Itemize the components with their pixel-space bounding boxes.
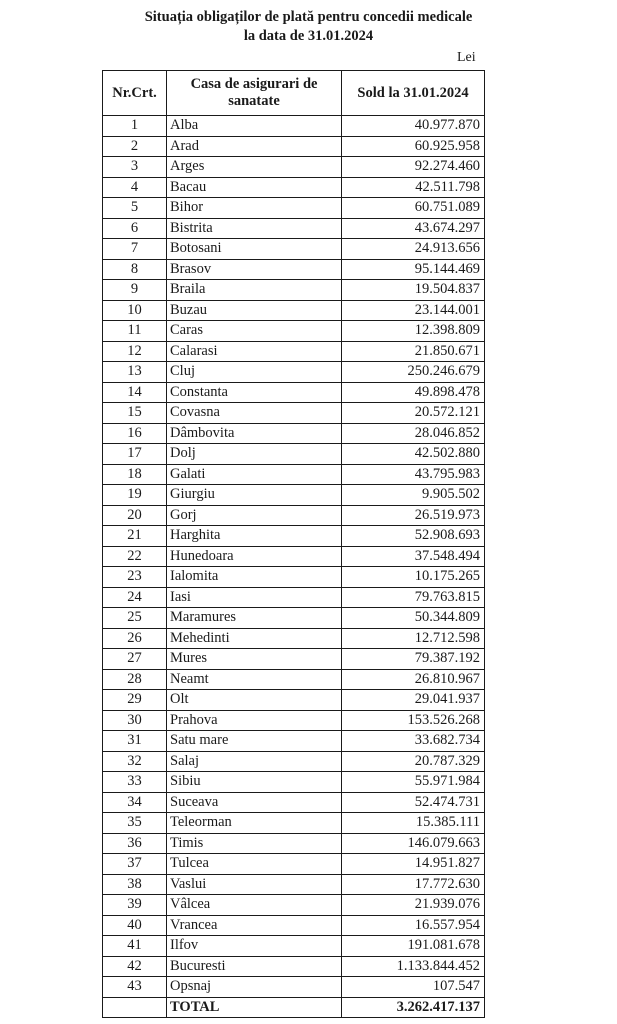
row-number: 30 bbox=[103, 710, 167, 731]
row-sold-value: 23.144.001 bbox=[342, 300, 485, 321]
row-number: 14 bbox=[103, 382, 167, 403]
table-row bbox=[103, 649, 485, 670]
row-casa-name: Ilfov bbox=[167, 936, 342, 957]
row-casa-name: Gorj bbox=[167, 505, 342, 526]
row-sold-value: 60.925.958 bbox=[342, 136, 485, 157]
table-row bbox=[103, 915, 485, 936]
row-sold-value: 17.772.630 bbox=[342, 874, 485, 895]
table-row bbox=[103, 177, 485, 198]
currency-label: Lei bbox=[457, 50, 476, 65]
row-sold-value: 95.144.469 bbox=[342, 259, 485, 280]
header-casa-asigurari: Casa de asigurari de sanatate bbox=[167, 71, 342, 116]
row-sold-value: 146.079.663 bbox=[342, 833, 485, 854]
table-row bbox=[103, 567, 485, 588]
row-sold-value: 43.795.983 bbox=[342, 464, 485, 485]
row-sold-value: 55.971.984 bbox=[342, 772, 485, 793]
row-number: 9 bbox=[103, 280, 167, 301]
table-row bbox=[103, 362, 485, 383]
row-casa-name: Timis bbox=[167, 833, 342, 854]
row-sold-value: 42.502.880 bbox=[342, 444, 485, 465]
table-row bbox=[103, 792, 485, 813]
row-casa-name: Harghita bbox=[167, 526, 342, 547]
row-casa-name: Caras bbox=[167, 321, 342, 342]
row-sold-value: 250.246.679 bbox=[342, 362, 485, 383]
row-number: 29 bbox=[103, 690, 167, 711]
total-value: 3.262.417.137 bbox=[342, 997, 485, 1018]
row-sold-value: 12.712.598 bbox=[342, 628, 485, 649]
row-sold-value: 14.951.827 bbox=[342, 854, 485, 875]
row-casa-name: Tulcea bbox=[167, 854, 342, 875]
row-sold-value: 40.977.870 bbox=[342, 116, 485, 137]
table-row bbox=[103, 136, 485, 157]
row-number: 43 bbox=[103, 977, 167, 998]
row-casa-name: Teleorman bbox=[167, 813, 342, 834]
row-sold-value: 24.913.656 bbox=[342, 239, 485, 260]
row-casa-name: Bihor bbox=[167, 198, 342, 219]
table-row bbox=[103, 321, 485, 342]
row-casa-name: Satu mare bbox=[167, 731, 342, 752]
row-number: 4 bbox=[103, 177, 167, 198]
row-casa-name: Olt bbox=[167, 690, 342, 711]
row-casa-name: Opsnaj bbox=[167, 977, 342, 998]
row-number: 34 bbox=[103, 792, 167, 813]
row-sold-value: 33.682.734 bbox=[342, 731, 485, 752]
row-number: 28 bbox=[103, 669, 167, 690]
row-sold-value: 92.274.460 bbox=[342, 157, 485, 178]
table-row bbox=[103, 341, 485, 362]
table-row bbox=[103, 772, 485, 793]
row-casa-name: Alba bbox=[167, 116, 342, 137]
row-sold-value: 26.810.967 bbox=[342, 669, 485, 690]
table-row bbox=[103, 423, 485, 444]
row-casa-name: Giurgiu bbox=[167, 485, 342, 506]
row-number: 27 bbox=[103, 649, 167, 670]
row-sold-value: 28.046.852 bbox=[342, 423, 485, 444]
row-sold-value: 9.905.502 bbox=[342, 485, 485, 506]
total-row-empty-cell bbox=[103, 997, 167, 1018]
row-number: 39 bbox=[103, 895, 167, 916]
row-casa-name: Hunedoara bbox=[167, 546, 342, 567]
table-row bbox=[103, 116, 485, 137]
row-sold-value: 79.387.192 bbox=[342, 649, 485, 670]
row-sold-value: 43.674.297 bbox=[342, 218, 485, 239]
row-sold-value: 20.787.329 bbox=[342, 751, 485, 772]
row-number: 40 bbox=[103, 915, 167, 936]
row-sold-value: 21.939.076 bbox=[342, 895, 485, 916]
row-casa-name: Cluj bbox=[167, 362, 342, 383]
table-row bbox=[103, 956, 485, 977]
row-number: 21 bbox=[103, 526, 167, 547]
row-casa-name: Dâmbovita bbox=[167, 423, 342, 444]
row-sold-value: 19.504.837 bbox=[342, 280, 485, 301]
row-casa-name: Bacau bbox=[167, 177, 342, 198]
row-casa-name: Dolj bbox=[167, 444, 342, 465]
row-number: 2 bbox=[103, 136, 167, 157]
row-casa-name: Calarasi bbox=[167, 341, 342, 362]
table-row bbox=[103, 505, 485, 526]
row-number: 41 bbox=[103, 936, 167, 957]
table-row bbox=[103, 300, 485, 321]
row-casa-name: Ialomita bbox=[167, 567, 342, 588]
table-row bbox=[103, 403, 485, 424]
table-row bbox=[103, 239, 485, 260]
row-number: 7 bbox=[103, 239, 167, 260]
row-sold-value: 191.081.678 bbox=[342, 936, 485, 957]
row-sold-value: 1.133.844.452 bbox=[342, 956, 485, 977]
row-number: 13 bbox=[103, 362, 167, 383]
table-row bbox=[103, 608, 485, 629]
row-casa-name: Sibiu bbox=[167, 772, 342, 793]
row-number: 24 bbox=[103, 587, 167, 608]
table-row bbox=[103, 874, 485, 895]
row-number: 31 bbox=[103, 731, 167, 752]
row-number: 36 bbox=[103, 833, 167, 854]
row-sold-value: 60.751.089 bbox=[342, 198, 485, 219]
row-casa-name: Covasna bbox=[167, 403, 342, 424]
table-header-row bbox=[103, 71, 485, 116]
row-sold-value: 50.344.809 bbox=[342, 608, 485, 629]
obligations-table bbox=[102, 70, 485, 1018]
table-body bbox=[103, 116, 485, 1018]
row-casa-name: Arad bbox=[167, 136, 342, 157]
table-row bbox=[103, 710, 485, 731]
row-number: 38 bbox=[103, 874, 167, 895]
row-sold-value: 20.572.121 bbox=[342, 403, 485, 424]
row-number: 5 bbox=[103, 198, 167, 219]
row-sold-value: 37.548.494 bbox=[342, 546, 485, 567]
row-number: 32 bbox=[103, 751, 167, 772]
row-casa-name: Constanta bbox=[167, 382, 342, 403]
row-casa-name: Neamt bbox=[167, 669, 342, 690]
row-number: 26 bbox=[103, 628, 167, 649]
row-sold-value: 16.557.954 bbox=[342, 915, 485, 936]
table-row bbox=[103, 669, 485, 690]
row-casa-name: Mures bbox=[167, 649, 342, 670]
table-row bbox=[103, 854, 485, 875]
row-number: 6 bbox=[103, 218, 167, 239]
table-row bbox=[103, 198, 485, 219]
row-sold-value: 10.175.265 bbox=[342, 567, 485, 588]
row-casa-name: Maramures bbox=[167, 608, 342, 629]
row-casa-name: Galati bbox=[167, 464, 342, 485]
row-casa-name: Vrancea bbox=[167, 915, 342, 936]
row-sold-value: 26.519.973 bbox=[342, 505, 485, 526]
table-row bbox=[103, 526, 485, 547]
row-casa-name: Vâlcea bbox=[167, 895, 342, 916]
table-row bbox=[103, 587, 485, 608]
table-row bbox=[103, 628, 485, 649]
row-number: 15 bbox=[103, 403, 167, 424]
row-sold-value: 107.547 bbox=[342, 977, 485, 998]
table-row bbox=[103, 464, 485, 485]
row-sold-value: 79.763.815 bbox=[342, 587, 485, 608]
header-sold: Sold la 31.01.2024 bbox=[342, 71, 485, 116]
table-row bbox=[103, 382, 485, 403]
table-row bbox=[103, 690, 485, 711]
row-sold-value: 52.474.731 bbox=[342, 792, 485, 813]
total-row bbox=[103, 997, 485, 1018]
row-number: 1 bbox=[103, 116, 167, 137]
table-row bbox=[103, 936, 485, 957]
row-number: 3 bbox=[103, 157, 167, 178]
row-sold-value: 52.908.693 bbox=[342, 526, 485, 547]
table-row bbox=[103, 546, 485, 567]
table-row bbox=[103, 280, 485, 301]
row-number: 10 bbox=[103, 300, 167, 321]
row-casa-name: Prahova bbox=[167, 710, 342, 731]
row-number: 16 bbox=[103, 423, 167, 444]
row-number: 17 bbox=[103, 444, 167, 465]
document-title: Situația obligaților de plată pentru concedii medicale bbox=[144, 9, 473, 25]
table-row bbox=[103, 813, 485, 834]
row-sold-value: 15.385.111 bbox=[342, 813, 485, 834]
row-casa-name: Arges bbox=[167, 157, 342, 178]
row-number: 35 bbox=[103, 813, 167, 834]
row-casa-name: Bistrita bbox=[167, 218, 342, 239]
row-number: 23 bbox=[103, 567, 167, 588]
row-sold-value: 42.511.798 bbox=[342, 177, 485, 198]
total-label: TOTAL bbox=[167, 997, 342, 1018]
row-number: 42 bbox=[103, 956, 167, 977]
row-number: 25 bbox=[103, 608, 167, 629]
row-casa-name: Suceava bbox=[167, 792, 342, 813]
row-sold-value: 153.526.268 bbox=[342, 710, 485, 731]
header-nr-crt: Nr.Crt. bbox=[103, 71, 167, 116]
document-subtitle-date: la data de 31.01.2024 bbox=[243, 28, 374, 44]
row-casa-name: Salaj bbox=[167, 751, 342, 772]
row-number: 11 bbox=[103, 321, 167, 342]
row-casa-name: Braila bbox=[167, 280, 342, 301]
row-number: 12 bbox=[103, 341, 167, 362]
table-row bbox=[103, 157, 485, 178]
table-row bbox=[103, 485, 485, 506]
table-row bbox=[103, 259, 485, 280]
row-casa-name: Iasi bbox=[167, 587, 342, 608]
row-number: 33 bbox=[103, 772, 167, 793]
table-row bbox=[103, 977, 485, 998]
row-casa-name: Vaslui bbox=[167, 874, 342, 895]
row-casa-name: Mehedinti bbox=[167, 628, 342, 649]
row-sold-value: 21.850.671 bbox=[342, 341, 485, 362]
row-number: 20 bbox=[103, 505, 167, 526]
table-row bbox=[103, 218, 485, 239]
table-row bbox=[103, 731, 485, 752]
row-number: 37 bbox=[103, 854, 167, 875]
row-number: 22 bbox=[103, 546, 167, 567]
row-casa-name: Buzau bbox=[167, 300, 342, 321]
row-sold-value: 49.898.478 bbox=[342, 382, 485, 403]
row-sold-value: 12.398.809 bbox=[342, 321, 485, 342]
row-casa-name: Bucuresti bbox=[167, 956, 342, 977]
table-row bbox=[103, 751, 485, 772]
row-number: 8 bbox=[103, 259, 167, 280]
row-sold-value: 29.041.937 bbox=[342, 690, 485, 711]
table-row bbox=[103, 833, 485, 854]
table-row bbox=[103, 895, 485, 916]
row-number: 18 bbox=[103, 464, 167, 485]
row-casa-name: Brasov bbox=[167, 259, 342, 280]
table-row bbox=[103, 444, 485, 465]
row-casa-name: Botosani bbox=[167, 239, 342, 260]
row-number: 19 bbox=[103, 485, 167, 506]
